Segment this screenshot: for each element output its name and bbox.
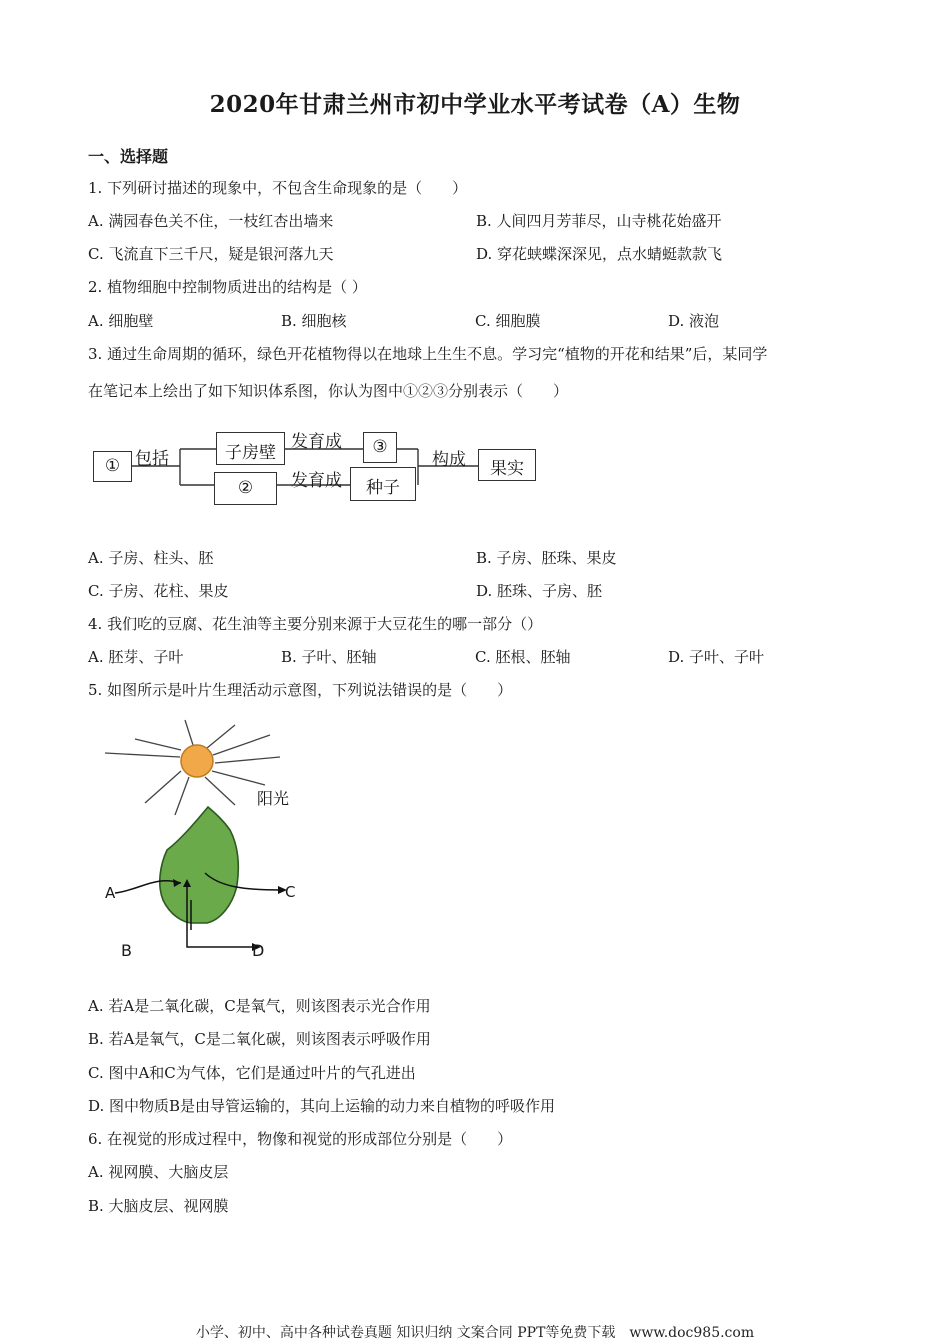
q5-option-b: B. 若A是氧气，C是二氧化碳，则该图表示呼吸作用 xyxy=(88,1030,431,1048)
q1-option-c: C. 飞流直下三千尺，疑是银河落九天 xyxy=(88,245,334,263)
q1-option-b: B. 人间四月芳菲尽，山寺桃花始盛开 xyxy=(476,212,722,230)
node-2-box xyxy=(214,472,277,505)
sun-ray xyxy=(215,757,280,763)
fruit-box xyxy=(478,449,536,481)
q1-option-a: A. 满园春色关不住，一枝红杏出墙来 xyxy=(88,212,334,230)
label-d: D xyxy=(252,941,265,960)
sun-ray xyxy=(205,777,235,805)
form-label: 构成 xyxy=(432,450,466,470)
q4-stem: 4. 我们吃的豆腐、花生油等主要分别来源于大豆花生的哪一部分（） xyxy=(88,615,543,633)
node-1-box xyxy=(93,451,132,482)
q4-option-c: C. 胚根、胚轴 xyxy=(475,648,571,666)
sun-ray xyxy=(145,771,181,803)
label-a: A xyxy=(105,884,116,902)
q3-option-d: D. 胚珠、子房、胚 xyxy=(476,582,603,600)
sun-ray xyxy=(213,735,270,755)
q3-option-b: B. 子房、胚珠、果皮 xyxy=(476,549,617,567)
sun-icon xyxy=(181,745,213,777)
node-3-label: ③ xyxy=(372,437,388,457)
section-heading: 一、选择题 xyxy=(88,147,169,166)
sun-ray xyxy=(175,777,189,815)
label-c: C xyxy=(285,883,296,901)
q5-stem: 5. 如图所示是叶片生理活动示意图，下列说法错误的是（ ） xyxy=(88,681,513,699)
fruit-label: 果实 xyxy=(490,459,524,479)
ovary-wall-label: 子房壁 xyxy=(225,443,276,463)
sun-ray xyxy=(185,720,193,745)
flow-diagram xyxy=(88,420,548,520)
node-3-box xyxy=(363,432,397,463)
leaf-diagram-art xyxy=(95,715,335,975)
node-2-label: ② xyxy=(237,478,254,498)
q6-stem: 6. 在视觉的形成过程中，物像和视觉的形成部位分别是（ ） xyxy=(88,1130,513,1148)
develop-into-label-2: 发育成 xyxy=(291,471,342,491)
q4-option-d: D. 子叶、子叶 xyxy=(668,648,765,666)
q2-option-c: C. 细胞膜 xyxy=(475,312,541,330)
label-b: B xyxy=(121,941,132,960)
q6-option-a: A. 视网膜、大脑皮层 xyxy=(88,1163,229,1181)
arrow-d xyxy=(187,930,253,947)
leaf-diagram xyxy=(95,715,335,975)
sunlight-label: 阳光 xyxy=(257,789,290,808)
q3-option-a: A. 子房、柱头、胚 xyxy=(88,549,214,567)
leaf-icon xyxy=(160,807,239,923)
node-1-label: ① xyxy=(104,456,121,476)
q4-option-a: A. 胚芽、子叶 xyxy=(88,648,184,666)
seed-label: 种子 xyxy=(366,478,400,498)
seed-box xyxy=(350,467,416,501)
footer-ad: 小学、初中、高中各种试卷真题 知识归纳 文案合同 PPT等免费下载 www.doc985.com xyxy=(195,1325,755,1341)
sun-ray xyxy=(207,725,235,748)
q5-option-a: A. 若A是二氧化碳，C是氧气，则该图表示光合作用 xyxy=(88,997,431,1015)
q5-option-c: C. 图中A和C为气体，它们是通过叶片的气孔进出 xyxy=(88,1064,416,1082)
q3-stem-line2: 在笔记本上绘出了如下知识体系图，你认为图中①②③分别表示（ ） xyxy=(88,382,569,400)
page-title: 2020年甘肃兰州市初中学业水平考试卷（A）生物 xyxy=(209,91,741,118)
include-label: 包括 xyxy=(135,449,169,469)
develop-into-label-1: 发育成 xyxy=(291,432,342,452)
sun-ray xyxy=(212,771,265,785)
q2-option-a: A. 细胞壁 xyxy=(88,312,154,330)
sun-ray xyxy=(105,753,180,757)
q3-stem-line1: 3. 通过生命周期的循环，绿色开花植物得以在地球上生生不息。学习完“植物的开花和结果”后，某同学 xyxy=(88,345,768,363)
q1-option-d: D. 穿花蛱蝶深深见，点水蜻蜓款款飞 xyxy=(476,245,723,263)
ovary-wall-box xyxy=(216,432,285,465)
q2-option-b: B. 细胞核 xyxy=(281,312,347,330)
q5-option-d: D. 图中物质B是由导管运输的，其向上运输的动力来自植物的呼吸作用 xyxy=(88,1097,556,1115)
q4-option-b: B. 子叶、胚轴 xyxy=(281,648,377,666)
sun-ray xyxy=(135,739,181,750)
q2-option-d: D. 液泡 xyxy=(668,312,720,330)
q3-option-c: C. 子房、花柱、果皮 xyxy=(88,582,229,600)
q6-option-b: B. 大脑皮层、视网膜 xyxy=(88,1197,229,1215)
q1-stem: 1. 下列研讨描述的现象中，不包含生命现象的是（ ） xyxy=(88,179,468,197)
q2-stem: 2. 植物细胞中控制物质进出的结构是（ ） xyxy=(88,278,367,296)
